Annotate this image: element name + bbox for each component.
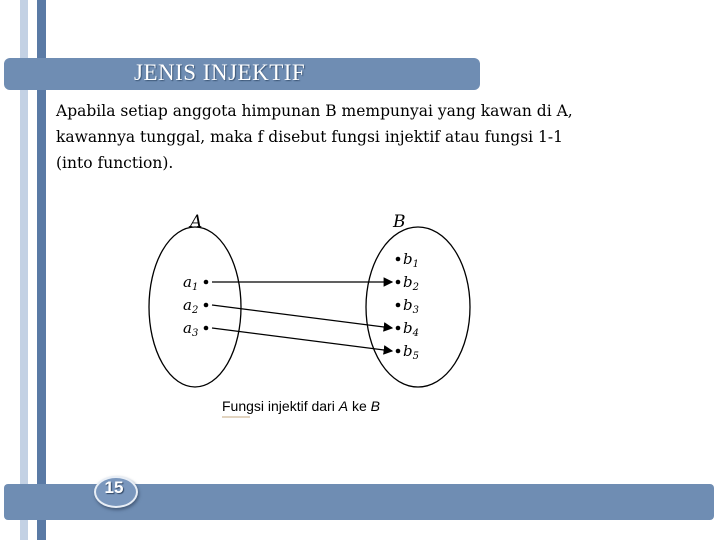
set-b-element [396,342,419,362]
set-a-element [183,273,208,293]
page-number: 15 [104,478,124,497]
body-line-2: kawannya tunggal, maka f disebut fungsi injektif atau fungsi 1-1 [56,128,564,146]
caption-mid: ke [348,398,371,414]
svg-text:a3: $a_3$ [183,319,199,339]
body-line-1: Apabila setiap anggota himpunan B mempunyai yang kawan di A, [56,102,573,120]
svg-text:b4: $b_4$ [403,319,419,339]
svg-text:a1: $a_1$ [183,273,199,293]
mapping-arrow-a3-b5 [212,328,392,351]
set-b-element [396,250,419,270]
set-b-label: B [393,212,406,232]
set-a-element [183,296,208,316]
body-line-3: (into function). [56,154,174,172]
svg-text:b5: $b_5$ [403,342,419,362]
set-a-element [183,319,208,339]
svg-text:b3: $b_3$ [403,296,419,316]
svg-text:b2: $b_2$ [403,273,419,293]
mapping-arrow-a2-b4 [212,305,392,328]
set-a-label: A [190,212,203,232]
diagram-caption [222,398,380,414]
caption-set-b: B [370,398,380,414]
set-b-element [396,273,419,293]
set-b-element [396,319,419,339]
svg-text:b1: $b_1$ [403,250,419,270]
set-b-element [396,296,419,316]
slide-title: JENIS INJEKTIF [134,60,306,85]
svg-text:a2: $a_2$ [183,296,199,316]
caption-set-a: A [338,398,349,414]
caption-prefix: Fungsi injektif dari [222,398,339,414]
